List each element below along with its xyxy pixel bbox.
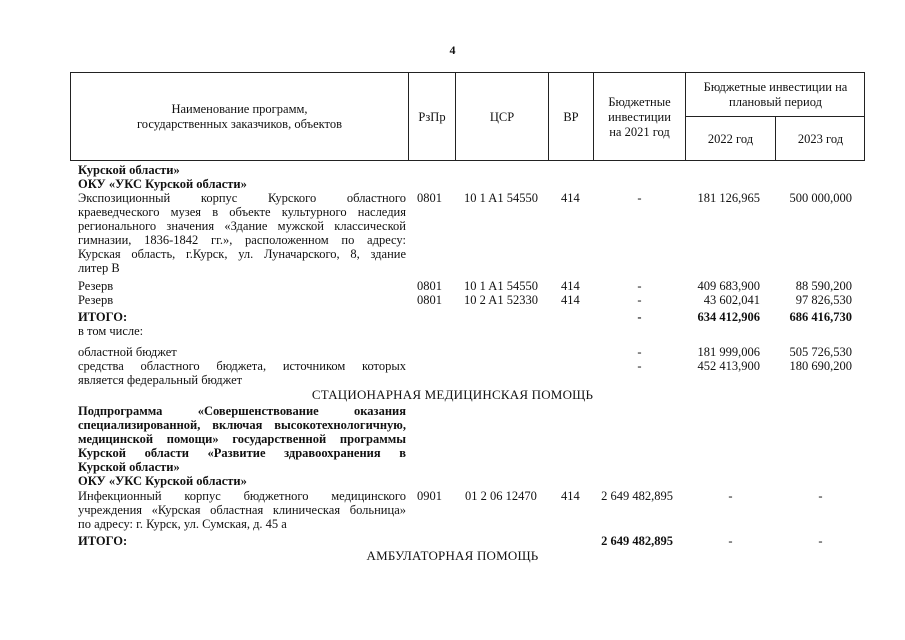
reserve-label: Резерв: [78, 279, 114, 293]
cell-2023: -: [818, 534, 823, 548]
cell-inv-2021: 2 649 482,895: [601, 534, 673, 548]
cell-csr: 01 2 06 12470: [465, 489, 537, 503]
cell-rzpr: 0801: [417, 191, 442, 205]
header-inv-2021: Бюджетные инвестиции на 2021 год: [608, 94, 671, 139]
cell-2022: 181 999,006: [697, 345, 760, 359]
cell-inv-2021: 2 649 482,895: [601, 489, 673, 503]
header-name: Наименование программ, государственных заказчиков, объектов: [136, 102, 342, 131]
including-label: в том числе:: [78, 324, 144, 338]
cell-inv-2021: -: [637, 293, 642, 307]
header-inv-plan: Бюджетные инвестиции на плановый период: [703, 79, 848, 109]
header-vr: ВР: [563, 109, 579, 124]
cell-2022: -: [728, 489, 733, 503]
cell-vr: 414: [561, 489, 580, 503]
regional-budget-label: областной бюджет: [78, 345, 177, 359]
cell-inv-2021: -: [637, 191, 642, 205]
cell-vr: 414: [561, 191, 580, 205]
total-label: ИТОГО:: [78, 310, 128, 324]
cell-2022: 181 126,965: [697, 191, 760, 205]
object-name-line: Инфекционный корпус бюджетного медицинского: [78, 489, 406, 503]
object-name-line: литер В: [78, 261, 120, 275]
cell-2023: 88 590,200: [795, 279, 852, 293]
cell-rzpr: 0801: [417, 293, 442, 307]
cell-inv-2021: -: [637, 279, 642, 293]
cell-inv-2021: -: [637, 345, 642, 359]
cell-2022: 409 683,900: [697, 279, 760, 293]
subprogram-line: специализированной, включая высокотехнологичную,: [78, 418, 406, 432]
object-name-line: учреждения «Курская областная клиническая больница»: [78, 503, 406, 517]
header-2023: 2023 год: [797, 131, 844, 146]
section-heading: АМБУЛАТОРНАЯ ПОМОЩЬ: [366, 548, 539, 563]
object-name-line: по адресу: г. Курск, ул. Сумская, д. 45 а: [78, 517, 287, 531]
page-number: 4: [449, 43, 456, 57]
cell-2023: 500 000,000: [789, 191, 852, 205]
object-name-line: гимназии, 1836-1842 гг.», расположенном по адресу:: [78, 233, 406, 247]
subprogram-line: Курской области «Развитие здравоохранения в: [78, 446, 406, 460]
cell-csr: 10 2 A1 52330: [464, 293, 538, 307]
cell-2023: 97 826,530: [795, 293, 852, 307]
section-heading: СТАЦИОНАРНАЯ МЕДИЦИНСКАЯ ПОМОЩЬ: [311, 387, 594, 402]
subprogram-line: Подпрограмма «Совершенствование оказания: [78, 404, 406, 418]
cell-2023: 686 416,730: [789, 310, 852, 324]
cell-2022: 634 412,906: [697, 310, 760, 324]
cell-vr: 414: [561, 293, 580, 307]
cell-2022: 452 413,900: [697, 359, 760, 373]
cell-csr: 10 1 A1 54550: [464, 191, 538, 205]
cell-rzpr: 0801: [417, 279, 442, 293]
header-2022: 2022 год: [707, 131, 754, 146]
object-name-line: регионального значения «Здание мужской классической: [78, 219, 406, 233]
cell-2023: -: [818, 489, 823, 503]
cell-2023: 505 726,530: [789, 345, 852, 359]
reserve-label: Резерв: [78, 293, 114, 307]
customer-name: ОКУ «УКС Курской области»: [78, 474, 247, 488]
cell-inv-2021: -: [637, 310, 642, 324]
header-rzpr: РзПр: [418, 109, 446, 124]
cell-rzpr: 0901: [417, 489, 442, 503]
cell-2022: -: [728, 534, 733, 548]
federal-label-line: является федеральный бюджет: [78, 373, 243, 387]
cell-2023: 180 690,200: [789, 359, 852, 373]
customer-name: ОКУ «УКС Курской области»: [78, 177, 247, 191]
object-name-line: Курская область, г.Курск, ул. Луначарского, 8, здание: [78, 247, 406, 261]
object-name-line: краеведческого музея в объекте культурного наследия: [78, 205, 406, 219]
cell-vr: 414: [561, 279, 580, 293]
total-label: ИТОГО:: [78, 534, 128, 548]
program-tail: Курской области»: [78, 163, 180, 177]
cell-2022: 43 602,041: [703, 293, 760, 307]
subprogram-line: медицинской помощи» государственной программы: [78, 432, 406, 446]
cell-inv-2021: -: [637, 359, 642, 373]
object-name-line: Экспозиционный корпус Курского областного: [78, 191, 406, 205]
federal-label-line: средства областного бюджета, источником которых: [78, 359, 406, 373]
subprogram-line: Курской области»: [78, 460, 180, 474]
header-csr: ЦСР: [489, 109, 515, 124]
cell-csr: 10 1 A1 54550: [464, 279, 538, 293]
